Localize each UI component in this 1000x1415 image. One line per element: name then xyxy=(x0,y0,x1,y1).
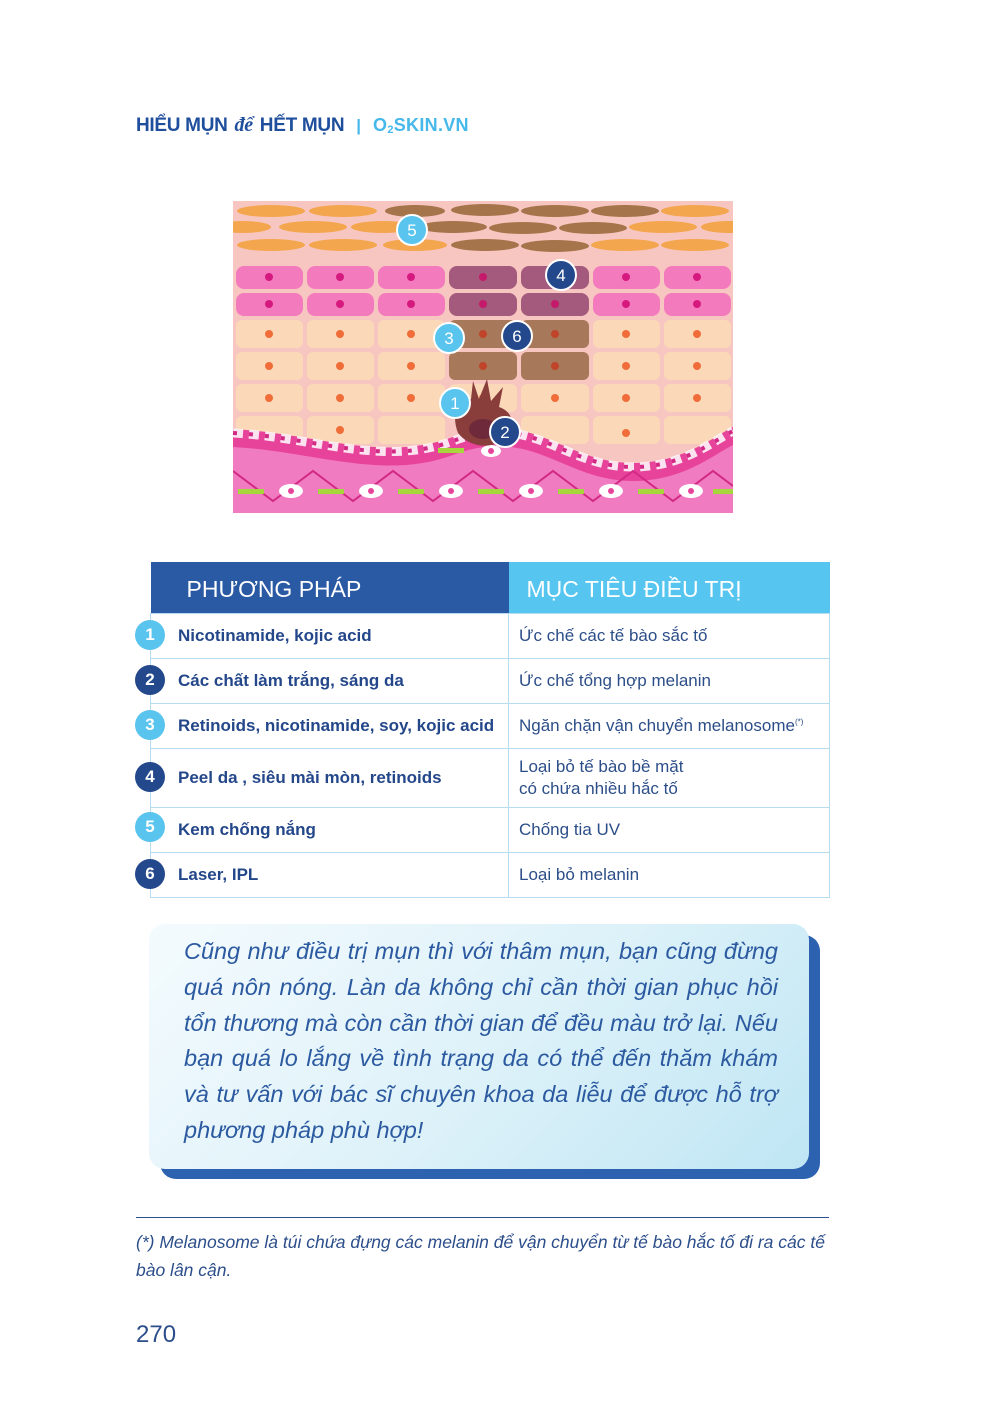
site-suffix: SKIN.VN xyxy=(393,115,469,135)
target-cell: Ức chế tổng hợp melanin xyxy=(509,659,830,704)
row-number-badge: 5 xyxy=(135,812,165,842)
advice-note-box xyxy=(149,924,809,1169)
method-text: Peel da , siêu mài mòn, retinoids xyxy=(178,768,442,787)
page-number: 270 xyxy=(136,1321,177,1348)
svg-text:2: 2 xyxy=(500,423,510,442)
method-text: Laser, IPL xyxy=(178,865,259,884)
svg-text:5: 5 xyxy=(407,221,417,240)
brand-part2: HẾT MỤN xyxy=(259,115,345,136)
site-name xyxy=(373,115,469,136)
skin-layers-illustration xyxy=(233,201,733,513)
row-number-badge: 6 xyxy=(135,859,165,889)
svg-text:6: 6 xyxy=(512,327,522,346)
marker-1 xyxy=(440,388,470,418)
method-cell xyxy=(145,808,509,853)
method-cell xyxy=(145,614,509,659)
target-cell: Ức chế các tế bào sắc tố xyxy=(509,614,830,659)
running-header xyxy=(136,114,469,144)
table-header-row xyxy=(151,562,830,614)
brand-de: để xyxy=(234,114,253,136)
row-number-badge: 4 xyxy=(135,762,165,792)
table-row xyxy=(151,614,830,659)
target-text-line2: có chứa nhiều hắc tố xyxy=(519,779,678,798)
method-cell xyxy=(145,659,509,704)
marker-6 xyxy=(502,321,532,351)
target-cell: Loại bỏ melanin xyxy=(509,853,830,898)
header-separator: | xyxy=(356,116,362,135)
table-row xyxy=(151,704,830,749)
row-number-badge: 2 xyxy=(135,665,165,695)
site-prefix: O xyxy=(373,115,388,135)
header-target: MỤC TIÊU ĐIỀU TRỊ xyxy=(509,562,830,614)
table-row xyxy=(151,659,830,704)
row-number-badge: 1 xyxy=(135,620,165,650)
marker-5 xyxy=(397,215,427,245)
footnote-marker: (*) xyxy=(794,717,804,727)
site-sub: 2 xyxy=(387,124,394,136)
method-text: Retinoids, nicotinamide, soy, kojic acid xyxy=(178,716,495,735)
target-cell xyxy=(509,749,830,808)
method-text: Các chất làm trắng, sáng da xyxy=(178,671,404,690)
svg-text:3: 3 xyxy=(444,329,454,348)
marker-3 xyxy=(434,323,464,353)
row-number-badge: 3 xyxy=(135,710,165,740)
target-text-line1: Loại bỏ tế bào bề mặt xyxy=(519,757,684,776)
table-row xyxy=(151,808,830,853)
brand-part1: HIỂU MỤN xyxy=(136,115,228,136)
table-row xyxy=(151,749,830,808)
method-cell xyxy=(145,749,509,808)
footnote-divider xyxy=(136,1217,829,1218)
method-text: Kem chống nắng xyxy=(178,820,316,839)
svg-text:1: 1 xyxy=(450,394,460,413)
method-cell xyxy=(145,853,509,898)
method-text: Nicotinamide, kojic acid xyxy=(178,626,372,645)
svg-text:4: 4 xyxy=(556,266,566,285)
advice-text: Cũng như điều trị mụn thì với thâm mụn, bạn cũng đừng quá nôn nóng. Làn da không chỉ cần thời gian phục hồi tổn thương mà còn cần thời gian để đều màu trở lại. Nếu bạn quá lo lắng về tình trạng da có thể đến thăm khám và tư vấn với bác sĩ chuyên khoa da liễu để được hỗ trợ phương pháp phù hợp! xyxy=(184,938,778,1143)
target-cell xyxy=(509,704,830,749)
target-cell: Chống tia UV xyxy=(509,808,830,853)
brand-title xyxy=(136,114,344,137)
table-row xyxy=(151,853,830,898)
treatment-table xyxy=(145,562,830,898)
target-text: Ngăn chặn vận chuyển melanosome xyxy=(519,716,795,735)
method-cell xyxy=(145,704,509,749)
header-method: PHƯƠNG PHÁP xyxy=(151,562,509,614)
marker-4 xyxy=(546,260,576,290)
marker-2 xyxy=(490,417,520,447)
footnote: (*) Melanosome là túi chứa đựng các melanin để vận chuyển từ tế bào hắc tố đi ra các tế bào lân cận. xyxy=(136,1232,825,1280)
